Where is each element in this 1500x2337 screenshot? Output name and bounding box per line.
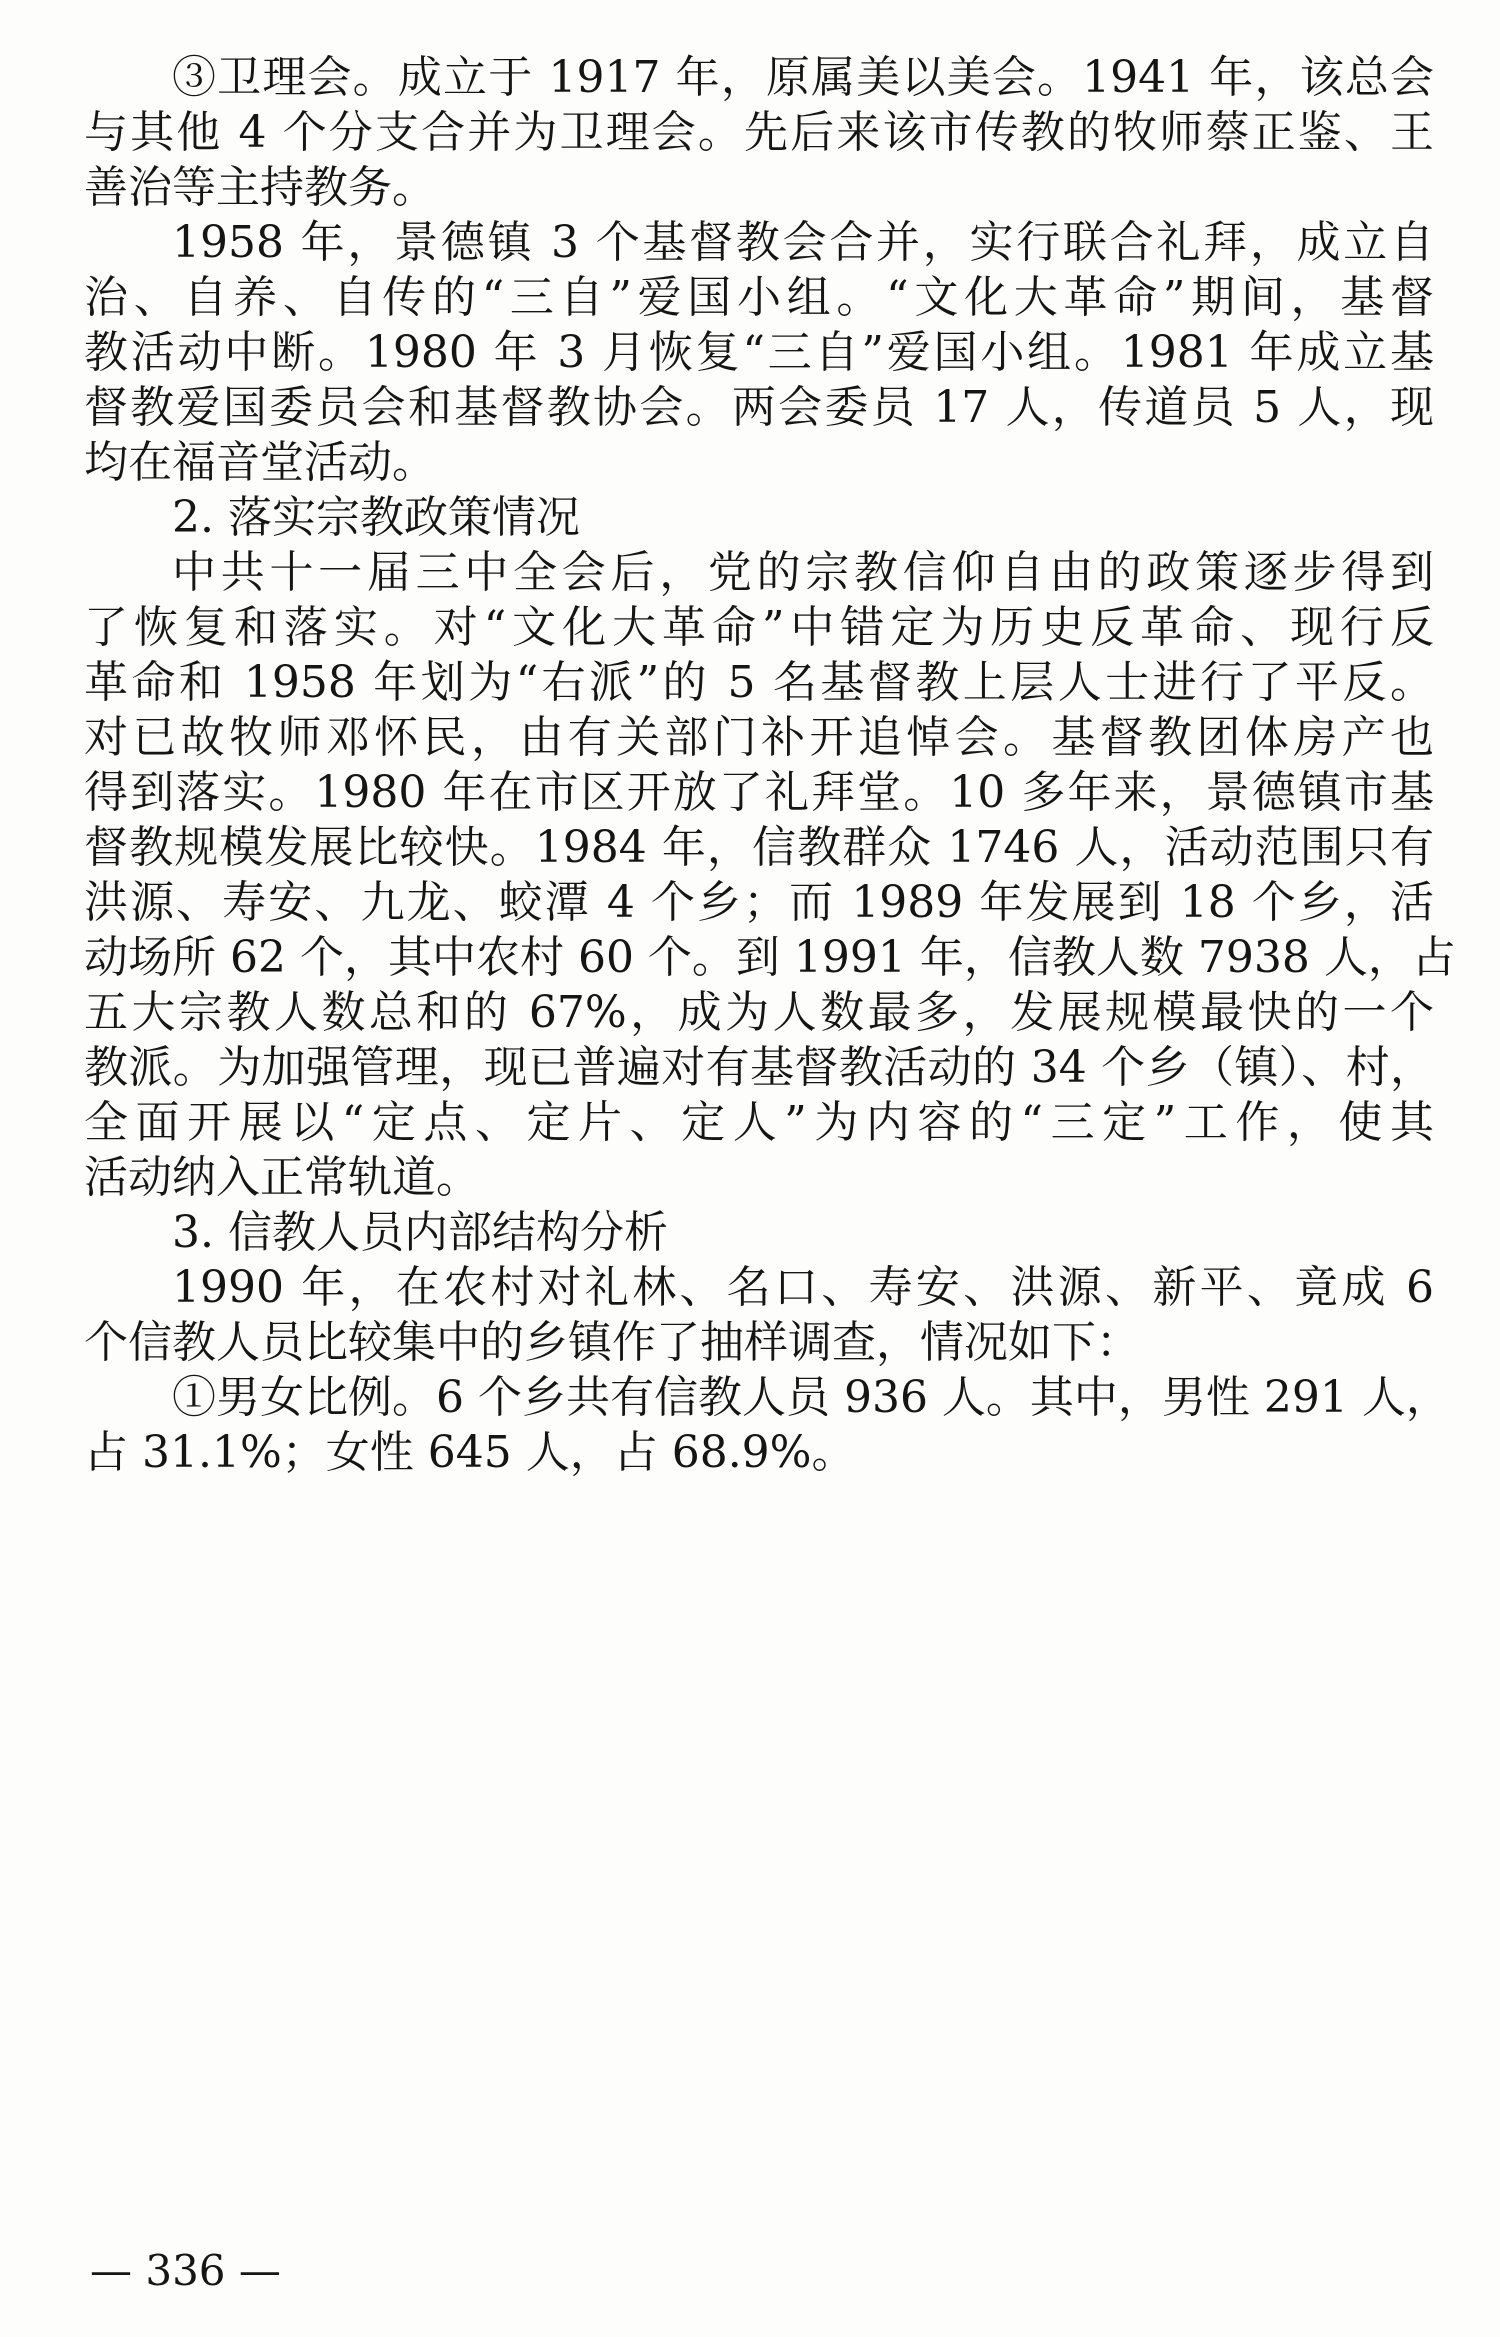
text-line: 治、自养、自传的“三自”爱国小组。“文化大革命”期间，基督 <box>84 272 1434 323</box>
text-line: 占 31.1%；女性 645 人，占 68.9%。 <box>84 1427 856 1478</box>
text-line: 均在福音堂活动。 <box>84 437 436 488</box>
text-line: 督教规模发展比较快。1984 年，信教群众 1746 人，活动范围只有 <box>84 822 1434 873</box>
text-line: 教活动中断。1980 年 3 月恢复“三自”爱国小组。1981 年成立基 <box>84 327 1434 378</box>
text-line: 中共十一届三中全会后，党的宗教信仰自由的政策逐步得到 <box>172 547 1434 598</box>
text-line: 督教爱国委员会和基督教协会。两会委员 17 人，传道员 5 人，现 <box>84 382 1434 433</box>
text-line: 洪源、寿安、九龙、蛟潭 4 个乡；而 1989 年发展到 18 个乡，活 <box>84 877 1434 928</box>
text-line: 对已故牧师邓怀民，由有关部门补开追悼会。基督教团体房产也 <box>84 712 1434 763</box>
page-number: — 336 — <box>90 2246 281 2295</box>
text-line: 1958 年，景德镇 3 个基督教会合并，实行联合礼拜，成立自 <box>172 217 1434 268</box>
text-line: 1990 年，在农村对礼林、名口、寿安、洪源、新平、竟成 6 <box>172 1262 1434 1313</box>
text-line: ③卫理会。成立于 1917 年，原属美以美会。1941 年，该总会 <box>172 52 1434 103</box>
section-heading: 2. 落实宗教政策情况 <box>172 492 580 543</box>
text-line: 与其他 4 个分支合并为卫理会。先后来该市传教的牧师蔡正鉴、王 <box>84 107 1434 158</box>
text-line: 活动纳入正常轨道。 <box>84 1152 480 1203</box>
text-line: 教派。为加强管理，现已普遍对有基督教活动的 34 个乡（镇）、村， <box>84 1042 1434 1093</box>
text-line: 动场所 62 个，其中农村 60 个。到 1991 年，信教人数 7938 人，占 <box>84 932 1456 983</box>
text-line: 了恢复和落实。对“文化大革命”中错定为历史反革命、现行反 <box>84 602 1434 653</box>
text-line: 得到落实。1980 年在市区开放了礼拜堂。10 多年来，景德镇市基 <box>84 767 1434 818</box>
text-line: 五大宗教人数总和的 67%，成为人数最多，发展规模最快的一个 <box>84 987 1434 1038</box>
text-line: ①男女比例。6 个乡共有信教人员 936 人。其中，男性 291 人， <box>172 1372 1450 1423</box>
text-line: 善治等主持教务。 <box>84 162 436 213</box>
text-line: 全面开展以“定点、定片、定人”为内容的“三定”工作，使其 <box>84 1097 1434 1148</box>
text-line: 革命和 1958 年划为“右派”的 5 名基督教上层人士进行了平反。 <box>84 657 1434 708</box>
section-heading: 3. 信教人员内部结构分析 <box>172 1207 668 1258</box>
text-line: 个信教人员比较集中的乡镇作了抽样调查，情况如下： <box>84 1317 1140 1368</box>
